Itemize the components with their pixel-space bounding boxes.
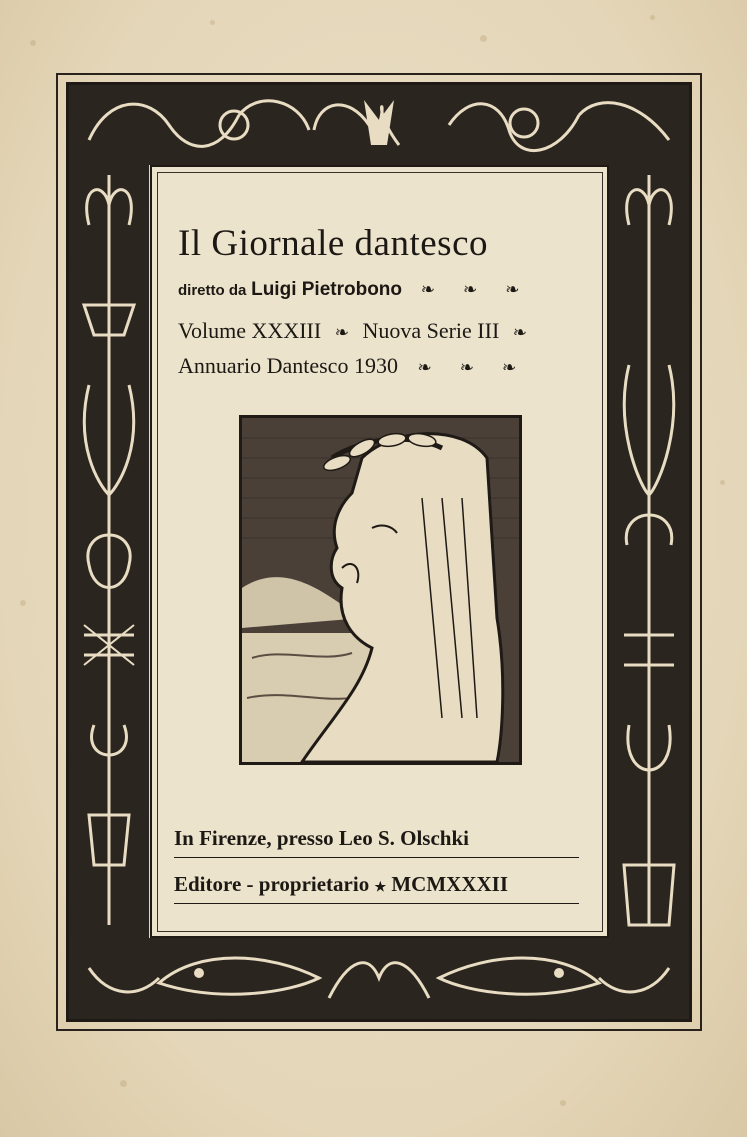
fleuron-icon: ❧ bbox=[463, 280, 478, 299]
top-ornamental-border bbox=[69, 85, 689, 165]
paper-speck bbox=[480, 35, 487, 42]
fleuron-icon: ❧ bbox=[512, 323, 528, 342]
annuario-line bbox=[178, 353, 530, 379]
annuario-label: Annuario Dantesco 1930 bbox=[178, 353, 398, 378]
fleuron-icon: ❧ bbox=[420, 280, 436, 299]
left-candelabra-ornament bbox=[69, 165, 149, 938]
paper-speck bbox=[210, 20, 215, 25]
dolphins-ornament bbox=[69, 938, 689, 1019]
paper-speck bbox=[30, 40, 36, 46]
editor-line bbox=[178, 279, 534, 301]
series-label: Nuova Serie III bbox=[362, 318, 500, 343]
left-ornamental-border bbox=[69, 165, 149, 938]
paper-speck bbox=[120, 1080, 127, 1087]
right-ornamental-border bbox=[609, 165, 689, 938]
publisher-line: In Firenze, presso Leo S. Olschki bbox=[174, 826, 469, 850]
right-candelabra-ornament bbox=[609, 165, 689, 938]
dante-portrait-woodcut bbox=[239, 415, 522, 765]
dante-profile-illustration bbox=[242, 418, 519, 762]
directed-by-label: diretto da bbox=[178, 282, 247, 299]
fleuron-icon: ❧ bbox=[459, 358, 474, 377]
fleuron-icon: ❧ bbox=[505, 280, 520, 299]
volume-label: Volume XXXIII bbox=[178, 318, 322, 343]
paper-speck bbox=[20, 600, 26, 606]
volume-line bbox=[178, 318, 535, 344]
paper-speck bbox=[560, 1100, 566, 1106]
editor-name: Luigi Pietrobono bbox=[251, 279, 403, 300]
journal-title: Il Giornale dantesco bbox=[178, 223, 488, 264]
fleuron-icon: ❧ bbox=[417, 358, 432, 377]
star-icon: ★ bbox=[374, 879, 387, 894]
imprint-label: Editore - proprietario bbox=[174, 872, 370, 896]
fleuron-icon: ❧ bbox=[334, 323, 349, 342]
paper-speck bbox=[720, 480, 725, 485]
imprint-line bbox=[174, 872, 508, 897]
bottom-ornamental-border bbox=[69, 938, 689, 1019]
top-scroll-ornament bbox=[69, 85, 689, 165]
paper-speck bbox=[650, 15, 655, 20]
publisher-rule bbox=[174, 857, 579, 858]
imprint-year: MCMXXXII bbox=[391, 872, 509, 896]
imprint-rule bbox=[174, 903, 579, 904]
fleuron-icon: ❧ bbox=[501, 358, 517, 377]
